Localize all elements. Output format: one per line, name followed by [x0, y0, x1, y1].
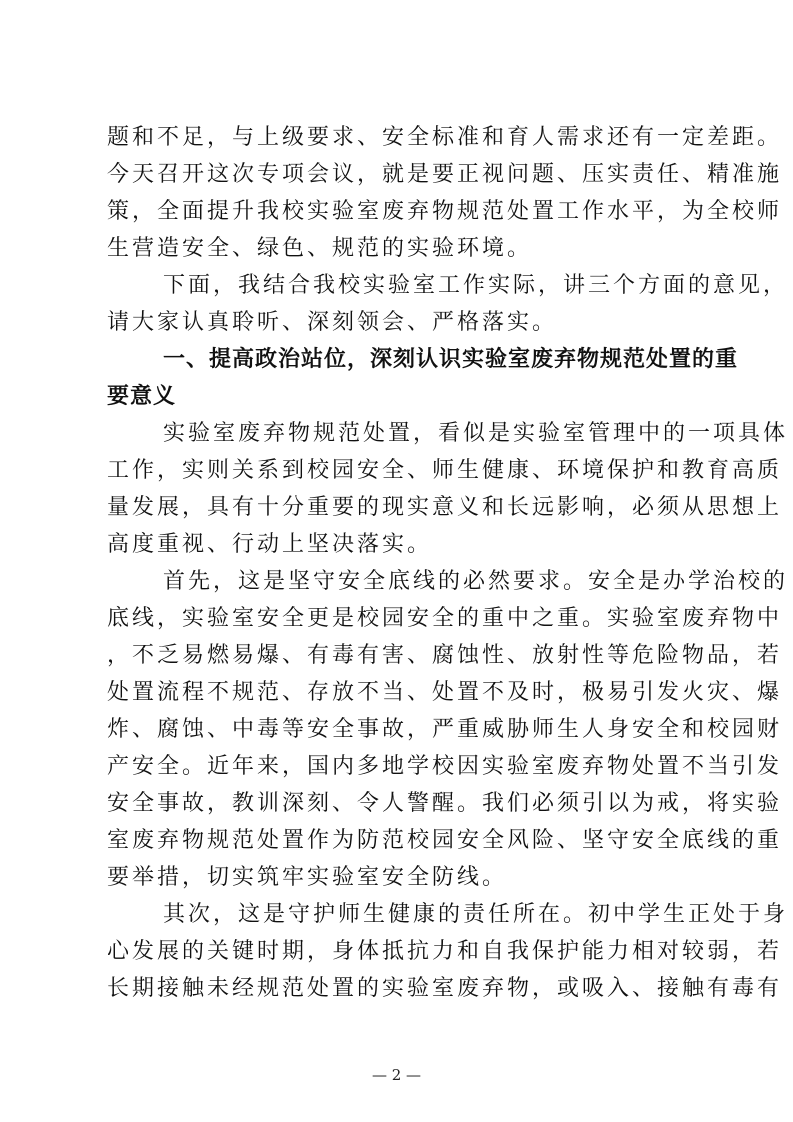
paragraph: [107, 563, 789, 896]
paragraph: [107, 119, 783, 267]
text-line: 炸、腐蚀、中毒等安全事故，严重威胁师生人身安全和校园财: [107, 717, 783, 742]
text-line: 首先，这是坚守安全底线的必然要求。安全是办学治校的: [163, 569, 789, 594]
text-line: 长期接触未经规范处置的实验室废弃物，或吸入、接触有毒有: [107, 976, 783, 1001]
text-line: 题和不足，与上级要求、安全标准和育人需求还有一定差距。: [107, 125, 783, 150]
text-line: 策，全面提升我校实验室废弃物规范处置工作水平，为全校师: [107, 199, 783, 224]
text-line: 安全事故，教训深刻、令人警醒。我们必须引以为戒，将实验: [107, 791, 783, 816]
page-number: — 2 —: [371, 1066, 422, 1084]
text-line: 实验室废弃物规范处置，看似是实验室管理中的一项具体: [163, 421, 789, 446]
text-line: 请大家认真聆听、深刻领会、严格落实。: [107, 310, 558, 335]
document-body: [107, 119, 789, 1007]
text-line: 产安全。近年来，国内多地学校因实验室废弃物处置不当引发: [107, 754, 783, 779]
text-line: 底线，实验室安全更是校园安全的重中之重。实验室废弃物中: [107, 606, 783, 631]
text-line: 心发展的关键时期，身体抵抗力和自我保护能力相对较弱，若: [107, 939, 783, 964]
text-line: 下面，我结合我校实验室工作实际，讲三个方面的意见，: [163, 273, 789, 298]
text-line: 量发展，具有十分重要的现实意义和长远影响，必须从思想上: [107, 495, 783, 520]
text-line: 要举措，切实筑牢实验室安全防线。: [107, 865, 508, 890]
paragraph: [107, 267, 789, 341]
section-heading: [107, 341, 739, 415]
text-line: ，不乏易燃易爆、有毒有害、腐蚀性、放射性等危险物品，若: [107, 643, 783, 668]
text-line: 生营造安全、绿色、规范的实验环境。: [107, 236, 533, 261]
paragraph: [107, 415, 789, 563]
text-line: 今天召开这次专项会议，就是要正视问题、压实责任、精准施: [107, 162, 783, 187]
text-line: 要意义: [107, 383, 177, 409]
text-line: 室废弃物规范处置作为防范校园安全风险、坚守安全底线的重: [107, 828, 783, 853]
text-line: 其次，这是守护师生健康的责任所在。初中学生正处于身: [163, 902, 789, 927]
text-line: 高度重视、行动上坚决落实。: [107, 532, 433, 557]
text-line: 一、提高政治站位，深刻认识实验室废弃物规范处置的重: [163, 346, 739, 372]
paragraph: [107, 896, 789, 1007]
text-line: 处置流程不规范、存放不当、处置不及时，极易引发火灾、爆: [107, 680, 783, 705]
text-line: 工作，实则关系到校园安全、师生健康、环境保护和教育高质: [107, 458, 783, 483]
